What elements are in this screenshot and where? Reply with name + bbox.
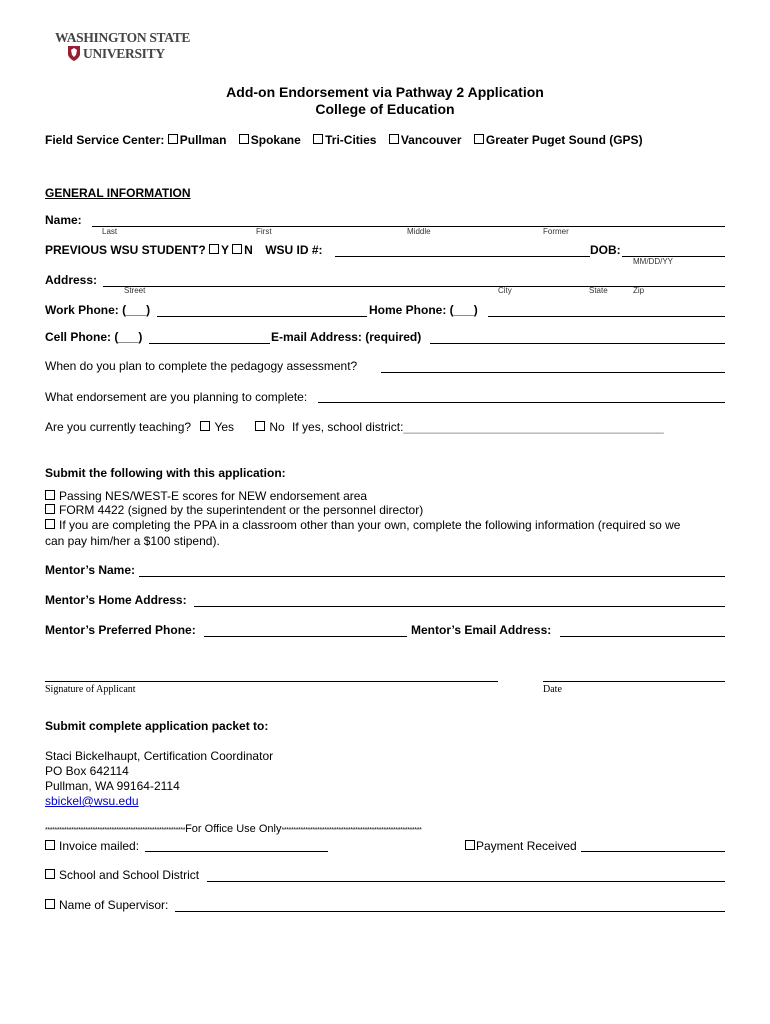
signature-input-line[interactable] xyxy=(45,681,498,682)
addr-sub-street: Street xyxy=(124,286,146,295)
date-label: Date xyxy=(543,684,562,695)
packet-line-3: Pullman, WA 99164-2114 xyxy=(45,779,180,793)
dob-format: MM/DD/YY xyxy=(633,257,673,266)
pedagogy-question: When do you plan to complete the pedagogy assessment? xyxy=(45,359,358,373)
name-sub-last: Last xyxy=(102,227,118,236)
work-phone-input-line[interactable] xyxy=(157,316,367,317)
wsu-id-input-line[interactable] xyxy=(335,256,590,257)
checkbox-school[interactable] xyxy=(45,869,55,879)
checkbox-spokane[interactable] xyxy=(239,134,249,144)
mentor-email-input-line[interactable] xyxy=(560,636,725,637)
school-row: School and School District xyxy=(45,868,199,882)
home-phone-label: Home Phone: (___) xyxy=(369,303,478,317)
office-use-banner xyxy=(45,823,725,837)
name-sub-former: Former xyxy=(543,227,569,236)
checkbox-vancouver[interactable] xyxy=(389,134,399,144)
packet-heading: Submit complete application packet to: xyxy=(45,719,269,733)
submit-item-2: FORM 4422 (signed by the superintendent or the personnel director) xyxy=(45,503,423,517)
option-gps[interactable]: Greater Puget Sound (GPS) xyxy=(474,133,643,147)
email-input-line[interactable] xyxy=(430,343,725,344)
district-input-line[interactable]: _______________________________________ xyxy=(403,420,664,434)
logo-line-2: UNIVERSITY xyxy=(83,46,165,61)
pedagogy-input-line[interactable] xyxy=(381,372,725,373)
checkbox-pullman[interactable] xyxy=(168,134,178,144)
home-phone-input-line[interactable] xyxy=(488,316,725,317)
prev-student-row: PREVIOUS WSU STUDENT? Y N WSU ID #: xyxy=(45,243,323,257)
wsu-logo xyxy=(52,30,191,70)
cell-phone-label: Cell Phone: (___) xyxy=(45,330,143,344)
invoice-row: Invoice mailed: xyxy=(45,839,139,853)
wsu-id-label: WSU ID #: xyxy=(265,243,323,257)
checkbox-payment[interactable] xyxy=(465,840,475,850)
mentor-phone-input-line[interactable] xyxy=(204,636,407,637)
date-input-line[interactable] xyxy=(543,681,725,682)
address-input-line[interactable] xyxy=(103,286,725,287)
logo-line-1: WASHINGTON STATE xyxy=(55,30,191,45)
checkbox-prev-no[interactable] xyxy=(232,244,242,254)
cell-phone-input-line[interactable] xyxy=(149,343,270,344)
packet-email[interactable]: sbickel@wsu.edu xyxy=(45,794,139,808)
checkbox-gps[interactable] xyxy=(474,134,484,144)
addr-sub-city: City xyxy=(498,286,512,295)
email-label: E-mail Address: (required) xyxy=(271,330,422,344)
address-label: Address: xyxy=(45,273,98,287)
packet-line-1: Staci Bickelhaupt, Certification Coordinator xyxy=(45,749,274,763)
checkbox-tri-cities[interactable] xyxy=(313,134,323,144)
checkbox-teaching-yes[interactable] xyxy=(200,421,210,431)
name-sub-middle: Middle xyxy=(407,227,431,236)
mentor-name-label: Mentor’s Name: xyxy=(45,563,136,577)
general-info-heading: GENERAL INFORMATION xyxy=(45,186,191,200)
submit-item-1: Passing NES/WEST-E scores for NEW endorsement area xyxy=(45,489,367,503)
name-label: Name: xyxy=(45,213,82,227)
submit-item-3-cont: can pay him/her a $100 stipend). xyxy=(45,534,220,548)
field-service-label: Field Service Center: xyxy=(45,133,165,147)
endorsement-question: What endorsement are you planning to complete: xyxy=(45,390,308,404)
checkbox-prev-yes[interactable] xyxy=(209,244,219,254)
endorsement-input-line[interactable] xyxy=(318,402,725,403)
signature-label: Signature of Applicant xyxy=(45,684,136,695)
office-stars-left: *********************************************************** xyxy=(45,827,186,834)
supervisor-input-line[interactable] xyxy=(175,911,725,912)
checkbox-invoice[interactable] xyxy=(45,840,55,850)
option-tri-cities[interactable]: Tri-Cities xyxy=(313,133,376,147)
form-title: Add-on Endorsement via Pathway 2 Application xyxy=(226,84,544,100)
office-use-title: For Office Use Only xyxy=(185,823,282,835)
addr-sub-zip: Zip xyxy=(633,286,645,295)
name-sub-first: First xyxy=(256,227,272,236)
option-spokane[interactable]: Spokane xyxy=(239,133,301,147)
mentor-name-input-line[interactable] xyxy=(139,576,725,577)
checkbox-teaching-no[interactable] xyxy=(255,421,265,431)
packet-line-2: PO Box 642114 xyxy=(45,764,129,778)
payment-row: Payment Received xyxy=(465,839,577,853)
district-label: If yes, school district: xyxy=(292,420,404,434)
work-phone-label: Work Phone: (___) xyxy=(45,303,151,317)
submit-heading: Submit the following with this application: xyxy=(45,466,286,480)
addr-sub-state: State xyxy=(589,286,608,295)
submit-item-3: If you are completing the PPA in a classroom other than your own, complete the following information (required so we xyxy=(45,518,680,532)
school-input-line[interactable] xyxy=(207,881,725,882)
form-subtitle: College of Education xyxy=(315,101,455,117)
teaching-row: Are you currently teaching? Yes No If yes, school district:_______________________________________ xyxy=(45,420,664,434)
checkbox-supervisor[interactable] xyxy=(45,899,55,909)
office-stars-right: *********************************************************** xyxy=(281,827,422,834)
invoice-input-line[interactable] xyxy=(145,851,328,852)
checkbox-ppa-classroom[interactable] xyxy=(45,519,55,529)
cougar-shield-icon xyxy=(67,45,81,62)
payment-input-line[interactable] xyxy=(581,851,725,852)
mentor-address-label: Mentor’s Home Address: xyxy=(45,593,187,607)
mentor-email-label: Mentor’s Email Address: xyxy=(411,623,552,637)
prev-student-label: PREVIOUS WSU STUDENT? xyxy=(45,243,206,257)
supervisor-row: Name of Supervisor: xyxy=(45,898,168,912)
option-pullman[interactable]: Pullman xyxy=(168,133,227,147)
option-vancouver[interactable]: Vancouver xyxy=(389,133,462,147)
checkbox-form-4422[interactable] xyxy=(45,504,55,514)
teaching-question: Are you currently teaching? xyxy=(45,420,192,434)
dob-label: DOB: xyxy=(590,243,621,257)
checkbox-nes-scores[interactable] xyxy=(45,490,55,500)
field-service-row xyxy=(45,133,643,147)
mentor-address-input-line[interactable] xyxy=(194,606,725,607)
packet-email-link[interactable] xyxy=(45,794,139,808)
mentor-phone-label: Mentor’s Preferred Phone: xyxy=(45,623,196,637)
